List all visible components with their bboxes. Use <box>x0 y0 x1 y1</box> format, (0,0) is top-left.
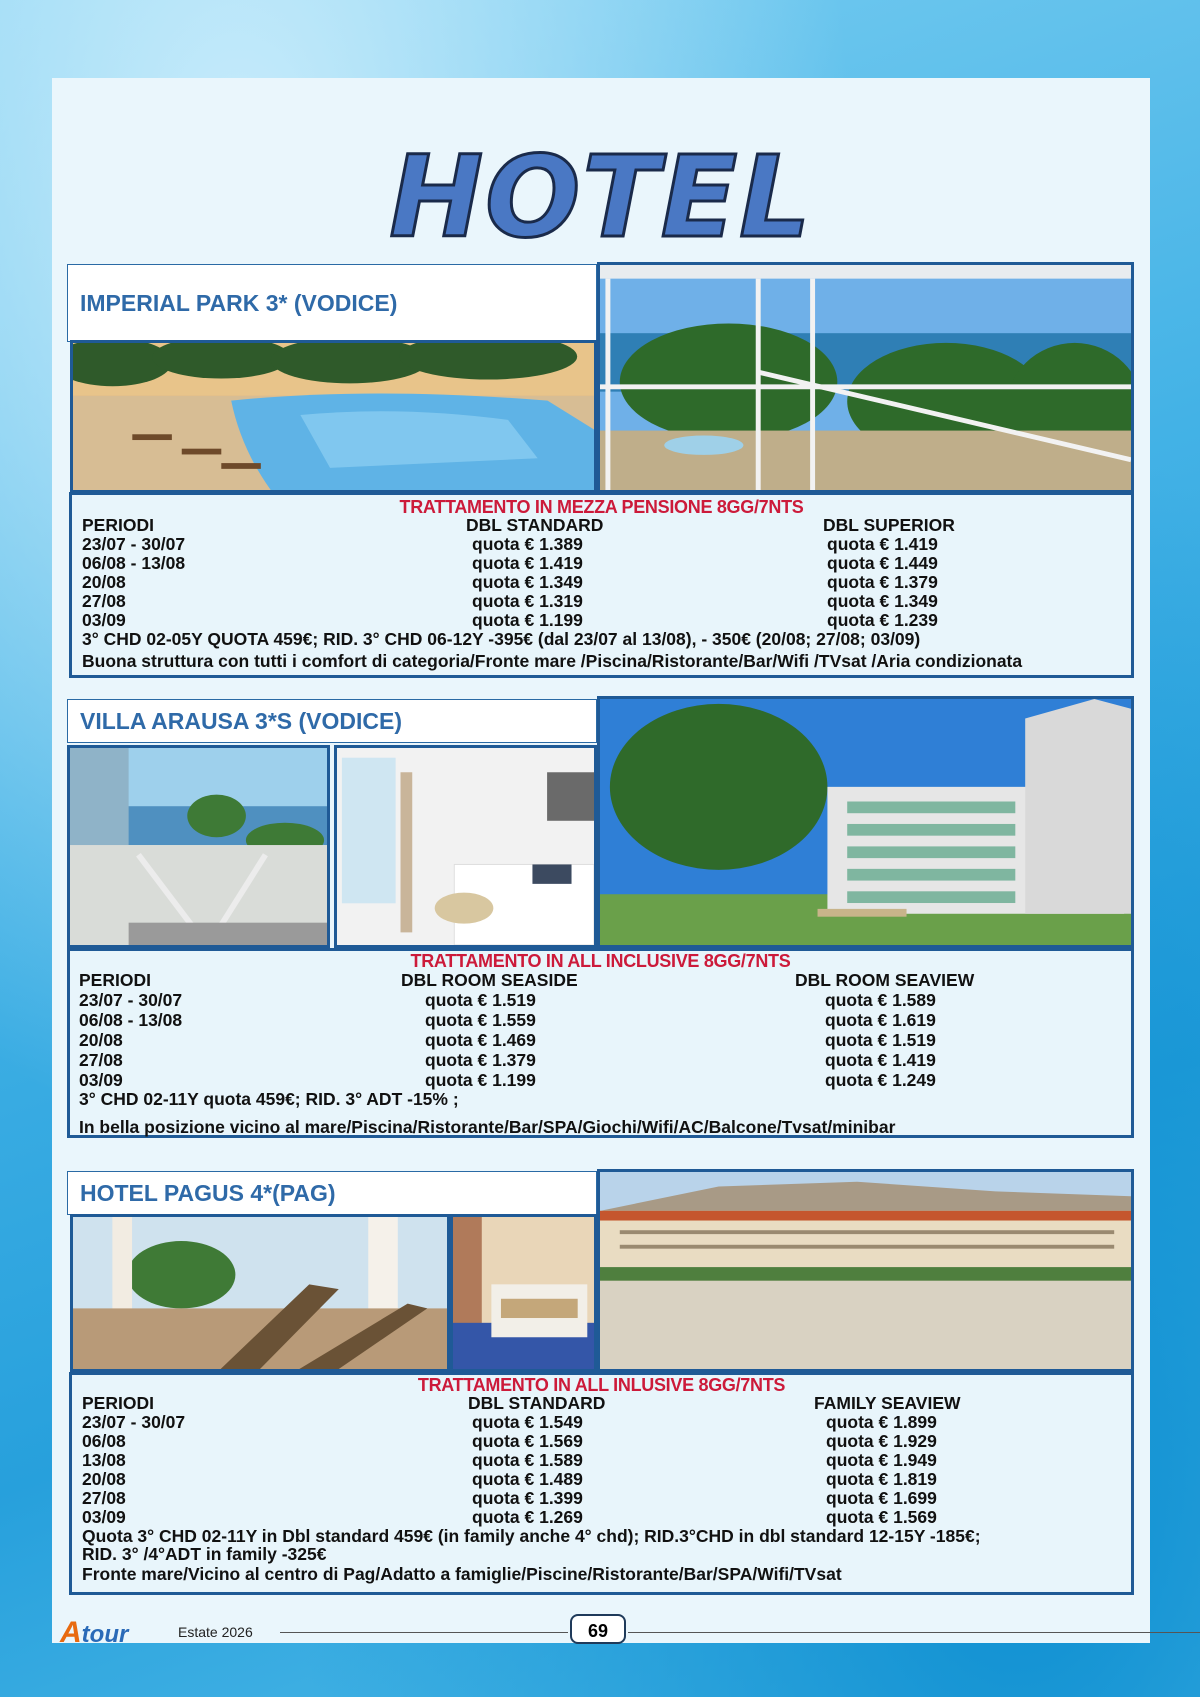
room-type-1-column <box>468 1393 606 1527</box>
price-cell: quota € 1.249 <box>825 1070 936 1090</box>
price-cell: quota € 1.569 <box>472 1431 583 1451</box>
room-type-1-column <box>466 515 604 630</box>
room-type-2-column <box>814 1393 961 1527</box>
price-cell: quota € 1.929 <box>826 1431 937 1451</box>
period-cell: 03/09 <box>82 1507 126 1527</box>
period-cell: 06/08 <box>82 1431 126 1451</box>
column-header: DBL STANDARD <box>468 1393 606 1413</box>
price-cell: quota € 1.559 <box>425 1010 536 1030</box>
column-header: DBL ROOM SEASIDE <box>401 970 578 990</box>
period-cell: 20/08 <box>82 572 126 592</box>
amenities-note: Fronte mare/Vicino al centro di Pag/Adatto a famiglie/Piscine/Ristorante/Bar/SPA/Wifi/TVsat <box>82 1564 842 1584</box>
period-cell: 27/08 <box>82 1488 126 1508</box>
period-cell: 20/08 <box>79 1030 123 1050</box>
adult-discount-note: RID. 3° /4°ADT in family -325€ <box>82 1544 327 1564</box>
price-cell: quota € 1.619 <box>825 1010 936 1030</box>
price-cell: quota € 1.699 <box>826 1488 937 1508</box>
child-discount-note: 3° CHD 02-11Y quota 459€; RID. 3° ADT -15% ; <box>79 1089 459 1109</box>
price-cell: quota € 1.349 <box>472 572 583 592</box>
hotel-beach-photo <box>597 1169 1134 1372</box>
price-box-pagus <box>69 1372 1134 1595</box>
treatment-label: TRATTAMENTO IN ALL INLUSIVE 8GG/7NTS <box>417 1375 786 1395</box>
price-cell: quota € 1.589 <box>472 1450 583 1470</box>
price-cell: quota € 1.399 <box>472 1488 583 1508</box>
hotel-name-villa-arausa: VILLA ARAUSA 3*S (VODICE) <box>67 699 597 743</box>
period-cell: 20/08 <box>82 1469 126 1489</box>
terrace-sea-view-photo <box>597 262 1134 493</box>
price-box-imperial-park <box>69 492 1134 678</box>
price-cell: quota € 1.239 <box>827 610 938 630</box>
periods-column <box>82 516 185 630</box>
bedroom-photo <box>450 1214 597 1372</box>
amenities-note: Buona struttura con tutti i comfort di categoria/Fronte mare /Piscina/Ristorante/Bar/Wifi /TVsat /Aria condizionata <box>82 651 1023 671</box>
brochure-page <box>52 78 1150 1643</box>
price-cell: quota € 1.419 <box>472 553 583 573</box>
period-cell: 03/09 <box>82 610 126 630</box>
hotel-building-photo <box>597 696 1134 948</box>
price-cell: quota € 1.489 <box>472 1469 583 1489</box>
column-header: PERIODI <box>82 515 154 535</box>
footer-divider-left <box>280 1632 568 1633</box>
child-discount-note: Quota 3° CHD 02-11Y in Dbl standard 459€ (in family anche 4° chd); RID.3°CHD in dbl standard 12-15Y -185€; <box>82 1526 981 1546</box>
price-cell: quota € 1.419 <box>827 534 938 554</box>
price-cell: quota € 1.389 <box>472 534 583 554</box>
price-cell: quota € 1.469 <box>425 1030 536 1050</box>
price-cell: quota € 1.199 <box>472 610 583 630</box>
periods-column <box>82 1394 185 1527</box>
treatment-label: TRATTAMENTO IN MEZZA PENSIONE 8GG/7NTS <box>399 497 804 517</box>
price-cell: quota € 1.819 <box>826 1469 937 1489</box>
price-cell: quota € 1.379 <box>425 1050 536 1070</box>
period-cell: 06/08 - 13/08 <box>82 553 186 573</box>
price-box-villa-arausa <box>67 948 1134 1138</box>
price-cell: quota € 1.449 <box>827 553 938 573</box>
price-cell: quota € 1.379 <box>827 572 938 592</box>
child-discount-note: 3° CHD 02-05Y QUOTA 459€; RID. 3° CHD 06-12Y -395€ (dal 23/07 al 13/08), - 350€ (20/08; 27/08; 03/09) <box>82 629 921 649</box>
price-cell: quota € 1.319 <box>472 591 583 611</box>
price-cell: quota € 1.569 <box>826 1507 937 1527</box>
price-cell: quota € 1.349 <box>827 591 938 611</box>
price-cell: quota € 1.899 <box>826 1412 937 1432</box>
column-header: FAMILY SEAVIEW <box>814 1393 961 1413</box>
period-cell: 27/08 <box>82 591 126 611</box>
period-cell: 23/07 - 30/07 <box>79 990 183 1010</box>
column-header: DBL SUPERIOR <box>823 515 955 535</box>
amenities-note: In bella posizione vicino al mare/Piscina/Ristorante/Bar/SPA/Giochi/Wifi/AC/Balcone/Tvsat/minibar <box>79 1117 896 1137</box>
period-cell: 23/07 - 30/07 <box>82 534 186 554</box>
price-cell: quota € 1.519 <box>425 990 536 1010</box>
period-cell: 06/08 - 13/08 <box>79 1010 183 1030</box>
room-type-2-column <box>795 970 975 1090</box>
footer-divider-right <box>628 1632 1200 1633</box>
price-cell: quota € 1.269 <box>472 1507 583 1527</box>
sunbeds-photo <box>70 1214 450 1372</box>
period-cell: 23/07 - 30/07 <box>82 1412 186 1432</box>
column-header: PERIODI <box>79 970 151 990</box>
page-number: 69 <box>570 1614 626 1644</box>
hotel-name-imperial-park: IMPERIAL PARK 3* (VODICE) <box>67 264 597 342</box>
room-type-1-column <box>401 970 578 1090</box>
footer <box>52 1612 1200 1648</box>
season-label: Estate 2026 <box>178 1624 253 1640</box>
treatment-label: TRATTAMENTO IN ALL INCLUSIVE 8GG/7NTS <box>410 951 791 971</box>
hotel-room-photo <box>334 745 597 948</box>
price-cell: quota € 1.949 <box>826 1450 937 1470</box>
balcony-photo <box>67 745 330 948</box>
pool-photo <box>70 340 597 493</box>
hotel-name-pagus: HOTEL PAGUS 4*(PAG) <box>67 1171 597 1215</box>
price-cell: quota € 1.549 <box>472 1412 583 1432</box>
price-cell: quota € 1.519 <box>825 1030 936 1050</box>
price-cell: quota € 1.199 <box>425 1070 536 1090</box>
column-header: PERIODI <box>82 1393 154 1413</box>
period-cell: 03/09 <box>79 1070 123 1090</box>
column-header: DBL STANDARD <box>466 515 604 535</box>
periods-column <box>79 970 182 1090</box>
brand-logo: Atour <box>60 1616 129 1649</box>
period-cell: 13/08 <box>82 1450 126 1470</box>
page-title: HOTEL <box>389 133 813 263</box>
period-cell: 27/08 <box>79 1050 123 1070</box>
room-type-2-column <box>823 515 955 630</box>
price-cell: quota € 1.419 <box>825 1050 936 1070</box>
column-header: DBL ROOM SEAVIEW <box>795 970 975 990</box>
price-cell: quota € 1.589 <box>825 990 936 1010</box>
